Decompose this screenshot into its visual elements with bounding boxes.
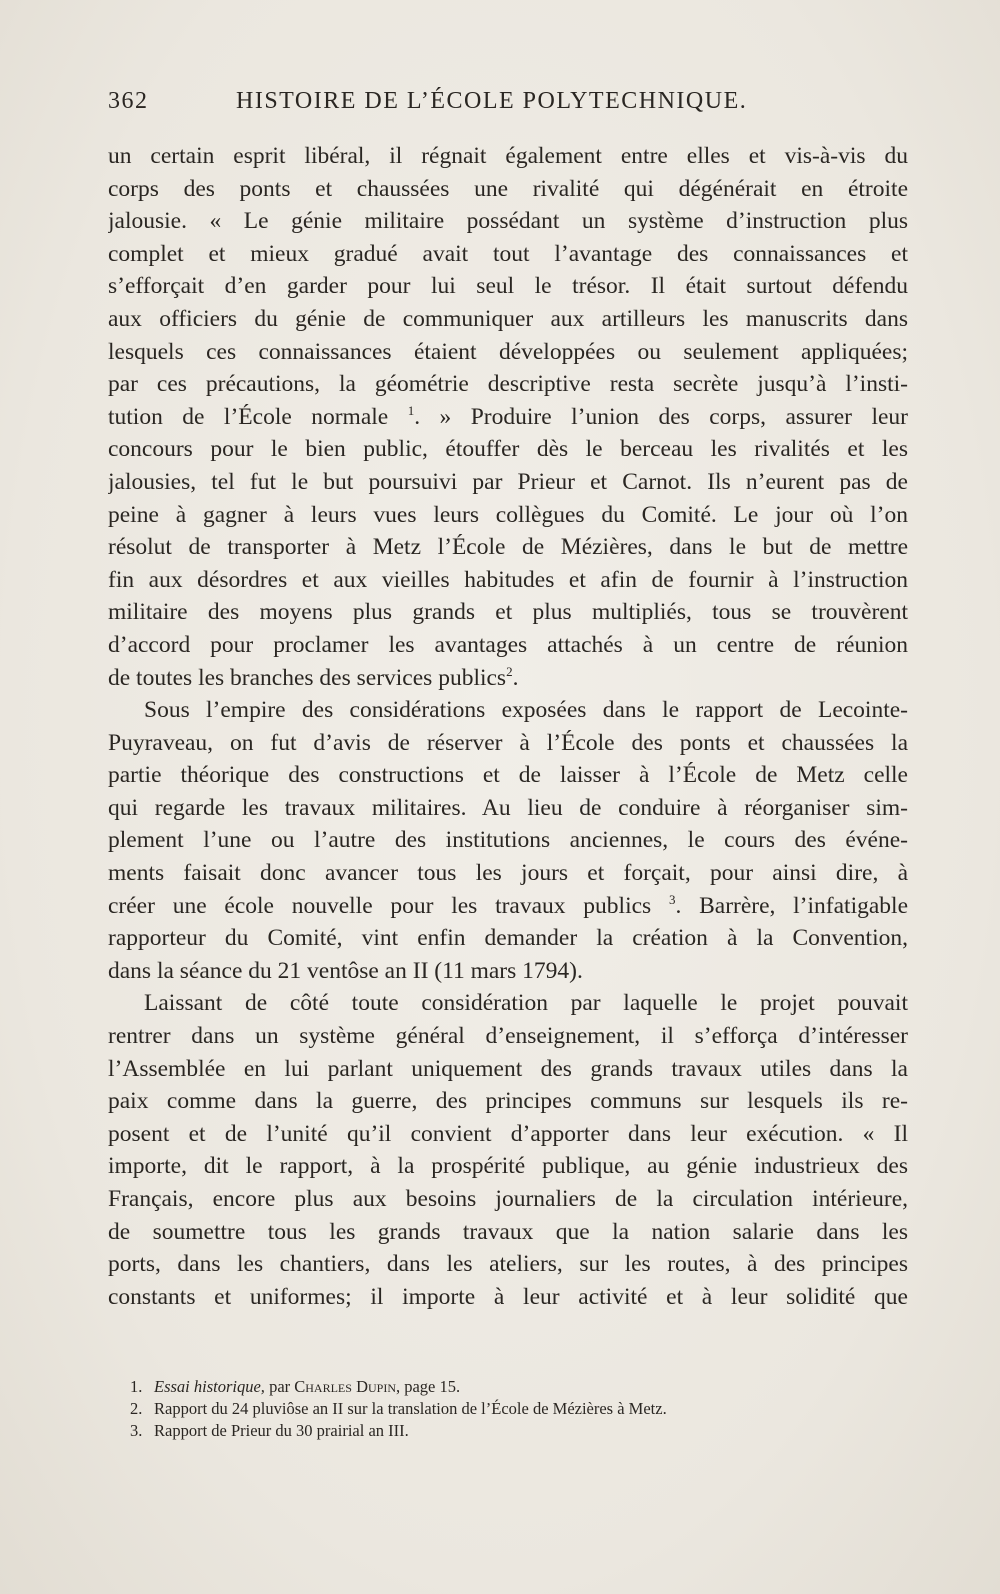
text-line (108, 401, 908, 434)
text-line: qui regarde les travaux militaires. Au lieu de conduire à réorganiser sim- (108, 794, 908, 821)
text-line: partie théorique des constructions et de laisser à l’École de Metz celle (108, 762, 908, 789)
text-line: peine à gagner à leurs vues leurs collègues du Comité. Le jour où l’on (108, 501, 908, 528)
footnote-1 (130, 1376, 910, 1398)
text-line: Puyraveau, on fut d’avis de réserver à l’École des ponts et chaussées la (108, 729, 908, 756)
paragraph-first-line: Sous l’empire des considérations exposées dans le rapport de Lecointe- (144, 697, 908, 724)
text-line: aux officiers du génie de communiquer aux artilleurs les manuscrits dans (108, 305, 908, 332)
text-line: ments faisait donc avancer tous les jours et forçait, pour ainsi dire, à (108, 860, 908, 887)
text-line: militaire des moyens plus grands et plus multipliés, tous se trouvèrent (108, 599, 908, 626)
footnote-3 (130, 1420, 910, 1442)
text-line: Français, encore plus aux besoins journaliers de la circulation intérieure, (108, 1186, 908, 1212)
text-fragment: . » Produire l’union des corps, assurer leur (414, 403, 908, 430)
footnote-ref-2: 2 (506, 663, 513, 679)
text-line: rentrer dans un système général d’enseignement, il s’efforça d’intéresser (108, 1023, 908, 1050)
running-title: HISTOIRE DE L’ÉCOLE POLYTECHNIQUE. (236, 88, 748, 114)
text-fragment: de toutes les branches des services publics (108, 664, 507, 691)
text-fragment: créer une école nouvelle pour les travaux publics (108, 892, 652, 919)
text-line: fin aux désordres et aux vieilles habitudes et afin de fournir à l’instruction (108, 566, 908, 593)
footnote-number: 1. (130, 1377, 143, 1396)
text-line: rapporteur du Comité, vint enfin demander la création à la Convention, (108, 925, 908, 952)
text-line: un certain esprit libéral, il régnait également entre elles et vis-à-vis du (108, 143, 908, 169)
footnote-number: 2. (130, 1399, 143, 1418)
footnote-ref-1: 1 (407, 402, 415, 418)
text-line: de soumettre tous les grands travaux que la nation salarie dans les (108, 1218, 908, 1245)
footnote-author: Charles Dupin (294, 1377, 396, 1396)
text-fragment: . Barrère, l’infatigable (675, 892, 908, 919)
footnote-title: Essai historique, (154, 1377, 265, 1396)
text-line: par ces précautions, la géométrie descriptive resta secrète jusqu’à l’insti- (108, 371, 908, 398)
text-line: constants et uniformes; il importe à leur activité et à leur solidité que (108, 1283, 908, 1310)
footnote-text: par (264, 1377, 295, 1396)
footnote-2 (130, 1398, 910, 1420)
footnote-text: Rapport de Prieur du 30 prairial an III. (154, 1421, 409, 1440)
text-line: d’accord pour proclamer les avantages attachés à un centre de réunion (108, 631, 908, 658)
footnotes (130, 1376, 910, 1442)
text-line: corps des ponts et chaussées une rivalité qui dégénérait en étroite (108, 175, 908, 202)
text-line: plement l’une ou l’autre des institutions anciennes, le cours des événe- (108, 827, 908, 854)
text-line (108, 890, 908, 923)
text-line: jalousie. « Le génie militaire possédant un système d’instruction plus (108, 208, 908, 235)
text-line: dans la séance du 21 ventôse an II (11 mars 1794). (108, 957, 583, 984)
text-line: résolut de transporter à Metz l’École de Mézières, dans le but de mettre (108, 534, 908, 561)
body-text (108, 140, 908, 1313)
text-line: l’Assemblée en lui parlant uniquement des grands travaux utiles dans la (108, 1055, 908, 1082)
text-line: importe, dit le rapport, à la prospérité publique, au génie industrieux des (108, 1153, 908, 1180)
text-line: posent et de l’unité qu’il convient d’apporter dans leur exécution. « Il (108, 1120, 908, 1147)
text-fragment: tution de l’École normale (108, 403, 389, 430)
text-line: lesquels ces connaissances étaient développées ou seulement appliquées; (108, 338, 908, 365)
paragraph-first-line: Laissant de côté toute considération par laquelle le projet pouvait (144, 990, 908, 1017)
footnote-number: 3. (130, 1421, 143, 1440)
page-number: 362 (108, 88, 149, 114)
text-fragment: . (512, 664, 519, 691)
footnote-text: , page 15. (395, 1377, 461, 1396)
running-head (108, 88, 908, 122)
footnote-ref-3: 3 (668, 891, 676, 907)
text-line: complet et mieux gradué avait tout l’avantage des connaissances et (108, 240, 908, 267)
footnote-text: Rapport du 24 pluviôse an II sur la translation de l’École de Mézières à Metz. (154, 1399, 667, 1418)
text-line: concours pour le bien public, étouffer dès le berceau les rivalités et les (108, 436, 908, 463)
text-line: paix comme dans la guerre, des principes communs sur lesquels ils re- (108, 1088, 908, 1115)
text-line: s’efforçait d’en garder pour lui seul le trésor. Il était surtout défendu (108, 273, 908, 300)
text-line: jalousies, tel fut le but poursuivi par Prieur et Carnot. Ils n’eurent pas de (108, 468, 908, 495)
text-line: ports, dans les chantiers, dans les ateliers, sur les routes, à des principes (108, 1251, 908, 1278)
text-line (108, 662, 908, 695)
